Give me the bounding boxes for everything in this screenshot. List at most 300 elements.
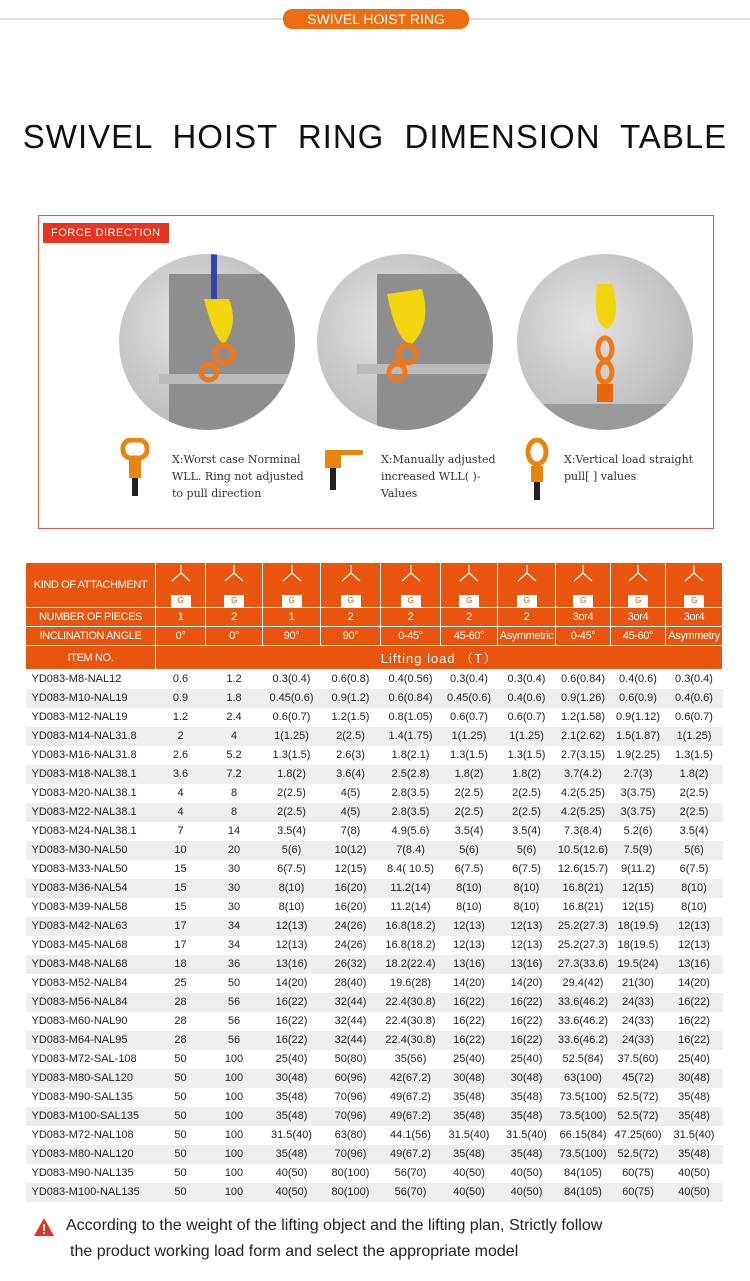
load-cell: 2(2.5) [441,803,498,822]
load-cell: 66.15(84) [559,1129,607,1141]
attachment-diagram [441,563,498,608]
load-cell: 84(105) [556,1183,611,1202]
load-cell: 3.5(4) [454,825,484,837]
angle-cell: 90° [321,627,381,646]
item-header-row [26,646,723,670]
lifting-load-label: Lifting load （T） [156,646,723,670]
load-cell: 52.5(72) [617,1091,659,1103]
load-cell: 40(50) [275,1167,308,1179]
load-cell: 100 [224,1167,244,1179]
attachment-diagram [263,563,321,608]
load-cell: 32(44) [321,1031,381,1050]
angle-cell: Asymmetric [498,627,556,646]
load-cell: 47.25(60) [614,1129,662,1141]
load-cell: 5(6) [441,841,498,860]
pieces-cell: 2 [441,608,498,627]
load-cell: 10 [156,841,206,860]
sling-diagram-icon [452,563,486,595]
load-cell: 50 [156,1069,206,1088]
load-cell: 34 [227,939,241,951]
load-cell: 0.9(1.26) [556,689,611,708]
load-cell: 16(22) [275,1015,308,1027]
sling-diagram-icon [334,563,368,595]
load-cell: 50(80) [334,1053,367,1065]
angle-cell: 0° [206,627,263,646]
load-cell: 1(1.25) [666,727,723,746]
load-cell: 50 [174,1091,187,1103]
load-g-label: G [401,595,421,607]
load-cell: 0.3(0.4) [272,673,311,686]
section-banner: SWIVEL HOIST RING [283,9,469,29]
load-cell: 7(8) [340,825,361,837]
load-cell: 1.4(1.75) [381,727,441,746]
load-cell: 25.2(27.3) [556,917,611,936]
load-cell: 30(48) [498,1069,556,1088]
attachment-diagram [321,563,381,608]
load-cell: 16(22) [498,993,556,1012]
item-no-cell: YD083-M42-NAL63 [26,917,156,936]
load-cell: 1.8(2) [498,765,556,784]
table-row [26,1050,723,1069]
load-cell: 3.5(4) [679,825,709,837]
load-cell: 30 [206,879,263,898]
load-cell: 12.6(15.7) [557,863,609,875]
load-cell: 100 [224,1129,244,1141]
load-cell: 6(7.5) [277,863,306,875]
load-cell: 0.6(0.7) [675,711,713,723]
table-row [26,708,723,727]
load-cell: 40(50) [678,1167,710,1179]
item-no-cell: YD083-M72-NAL108 [31,1129,134,1141]
load-cell: 12(13) [453,939,485,951]
load-cell: 50 [156,1183,206,1202]
load-cell: 13(16) [263,955,321,974]
load-g-label: G [517,595,537,607]
angle-cell: 45-60° [441,627,498,646]
load-cell: 60(75) [611,1183,666,1202]
load-cell: 28 [156,1031,206,1050]
load-cell: 28 [174,1015,187,1027]
attachment-diagram [156,563,206,608]
load-cell: 35(48) [263,1107,321,1126]
load-cell: 45(72) [611,1069,666,1088]
load-cell: 13(16) [498,955,556,974]
load-cell: 0.3(0.4) [450,673,488,686]
load-cell: 13(16) [441,955,498,974]
load-cell: 10(12) [321,841,381,860]
load-cell: 0.3(0.4) [675,673,713,686]
load-cell: 50 [174,1167,187,1179]
load-cell: 4.9(5.6) [391,825,430,837]
load-cell: 63(80) [334,1129,367,1141]
load-cell: 2.8(3.5) [391,787,430,799]
item-no-cell: YD083-M60-NAL90 [31,1015,128,1027]
load-cell: 3.5(4) [512,825,541,837]
load-cell: 2.6(3) [336,749,365,761]
angle-cell: 0-45° [556,627,611,646]
load-cell: 16(22) [510,1015,543,1027]
load-cell: 33.6(46.2) [556,1031,611,1050]
load-cell: 35(56) [394,1053,427,1065]
load-cell: 0.6(0.7) [450,711,488,723]
angle-label: INCLINATION ANGLE [26,627,156,646]
load-cell: 1.3(1.5) [507,749,546,761]
load-cell: 5(6) [666,841,723,860]
load-cell: 0.4(0.6) [498,689,556,708]
load-cell: 40(50) [441,1183,498,1202]
item-no-cell: YD083-M80-SAL120 [26,1069,156,1088]
load-cell: 10.5(12.6) [556,841,611,860]
load-cell: 2.1(2.62) [556,727,611,746]
item-no-cell: YD083-M20-NAL38.1 [31,787,137,799]
load-cell: 50 [156,1145,206,1164]
table-row [26,1183,723,1202]
load-cell: 0.4(0.56) [388,673,433,686]
load-cell: 35(48) [263,1145,321,1164]
load-cell: 8 [206,803,263,822]
swivel-ring-icon [117,438,153,498]
load-cell: 5.2(6) [623,825,653,837]
pieces-cell: 2 [206,608,263,627]
load-cell: 5.2 [226,749,242,761]
load-cell: 52.5(72) [611,1107,666,1126]
item-no-cell: YD083-M64-NAL95 [26,1031,156,1050]
load-cell: 2(2.5) [679,787,709,799]
load-cell: 22.4(30.8) [385,1015,436,1027]
load-cell: 16(22) [441,993,498,1012]
table-row [26,1012,723,1031]
load-cell: 15 [174,863,187,875]
load-cell: 80(100) [321,1183,381,1202]
sling-diagram-icon [510,563,544,595]
load-cell: 11.2(14) [381,879,441,898]
load-cell: 70(96) [334,1091,367,1103]
load-cell: 35(48) [498,1107,556,1126]
load-cell: 18 [156,955,206,974]
load-cell: 32(44) [334,1015,367,1027]
load-cell: 20 [206,841,263,860]
load-cell: 24(26) [321,917,381,936]
item-no-cell: YD083-M12-NAL19 [31,711,128,723]
attachment-diagram [498,563,556,608]
item-no-cell: YD083-M22-NAL38.1 [26,803,156,822]
load-cell: 49(67.2) [381,1107,441,1126]
load-cell: 18(19.5) [611,917,666,936]
load-cell: 1.8(2) [666,765,723,784]
load-cell: 1.8 [206,689,263,708]
table-row [26,803,723,822]
load-cell: 73.5(100) [556,1107,611,1126]
load-cell: 0.6(0.84) [560,673,606,686]
load-cell: 50 [174,1129,187,1141]
load-cell: 12(15) [622,901,654,913]
item-no-cell: YD083-M14-NAL31.8 [26,727,156,746]
table-row [26,841,723,860]
load-cell: 0.4(0.6) [619,673,657,686]
load-cell: 6(7.5) [454,863,484,875]
load-cell: 50 [156,1107,206,1126]
load-cell: 100 [206,1145,263,1164]
pieces-cell: 2 [381,608,441,627]
sling-diagram-icon [164,563,198,595]
load-cell: 49(67.2) [381,1145,441,1164]
load-cell: 0.6(0.9) [611,689,666,708]
caption-worst-case: X:Worst case Norminal WLL. Ring not adjusted to pull direction [172,453,304,500]
hoist-ring-photo-worst-case [119,254,295,430]
load-cell: 2(2.5) [512,787,541,799]
load-cell: 25(40) [678,1053,710,1065]
load-g-label: G [459,595,479,607]
item-no-cell: YD083-M36-NAL54 [26,879,156,898]
angle-cell: 90° [263,627,321,646]
load-cell: 8(10) [666,879,723,898]
pieces-cell: 3or4 [666,608,723,627]
load-cell: 4 [156,803,206,822]
note-line-2: the product working load form and select the appropriate model [70,1243,519,1260]
warning-note [33,1213,733,1265]
pieces-cell: 1 [263,608,321,627]
force-direction-tag: FORCE DIRECTION [43,223,169,243]
load-cell: 8(10) [498,879,556,898]
load-cell: 1(1.25) [441,727,498,746]
load-cell: 11.2(14) [390,901,431,913]
table-row [26,689,723,708]
table-row [26,993,723,1012]
load-g-label: G [224,595,244,607]
load-cell: 1.9(2.25) [615,749,661,761]
table-row [26,670,723,689]
load-cell: 19.6(28) [390,977,431,989]
load-cell: 16(20) [334,901,367,913]
load-cell: 0.6(0.7) [507,711,546,723]
load-cell: 12(13) [510,939,543,951]
load-cell: 16.8(18.2) [385,939,436,951]
swivel-ring-vertical-icon [522,438,552,502]
table-row [26,936,723,955]
load-cell: 1(1.25) [498,727,556,746]
load-cell: 25(40) [510,1053,543,1065]
item-no-cell: YD083-M80-NAL120 [26,1145,156,1164]
load-cell: 100 [224,1053,244,1065]
item-no-cell: YD083-M10-NAL19 [26,689,156,708]
load-g-label: G [573,595,593,607]
load-cell: 73.5(100) [556,1145,611,1164]
warning-icon [33,1217,55,1237]
load-cell: 33.6(46.2) [556,993,611,1012]
load-cell: 1(1.25) [263,727,321,746]
load-cell: 33.6(46.2) [557,1015,609,1027]
load-g-label: G [684,595,704,607]
load-cell: 2.4 [226,711,242,723]
sling-diagram-icon [275,563,309,595]
load-cell: 52.5(72) [611,1145,666,1164]
load-cell: 2(2.5) [454,787,484,799]
load-cell: 84(105) [564,1167,602,1179]
item-no-cell: YD083-M72-SAL-108 [31,1053,137,1065]
load-cell: 30 [227,901,241,913]
load-cell: 6(7.5) [512,863,541,875]
load-g-label: G [341,595,361,607]
load-cell: 8(10) [263,879,321,898]
load-cell: 12(13) [275,939,308,951]
load-cell: 4(5) [340,787,361,799]
load-cell: 44.1(56) [390,1129,431,1141]
table-row [26,917,723,936]
load-cell: 0.4(0.6) [666,689,723,708]
caption-vertical: X:Vertical load straight pull[ ] values [564,453,694,483]
load-cell: 1.2 [226,673,242,686]
load-cell: 16.8(21) [556,879,611,898]
load-cell: 31.5(40) [506,1129,547,1141]
item-no-cell: YD083-M45-NAL68 [31,939,128,951]
load-cell: 22.4(30.8) [381,993,441,1012]
load-cell: 0.9(1.2) [321,689,381,708]
load-cell: 4 [206,727,263,746]
load-cell: 25(40) [453,1053,485,1065]
load-cell: 8 [230,787,238,799]
load-cell: 0.6(0.8) [331,673,370,686]
angle-cell: Asymmetry [666,627,723,646]
load-cell: 16(22) [678,1015,710,1027]
load-cell: 30 [227,863,241,875]
caption-adjusted: X:Manually adjusted increased WLL( )- Values [381,453,496,500]
load-cell: 4(5) [321,803,381,822]
load-cell: 1.5(1.87) [611,727,666,746]
load-cell: 17 [156,917,206,936]
load-cell: 40(50) [453,1167,485,1179]
table-row [26,1031,723,1050]
item-no-cell: YD083-M90-SAL135 [31,1091,134,1103]
load-cell: 2(2.5) [263,803,321,822]
load-cell: 70(96) [321,1107,381,1126]
load-cell: 4 [177,787,184,799]
pieces-cell: 3or4 [611,608,666,627]
hoist-ring-photo-adjusted [317,254,493,430]
swivel-ring-adjusted-icon [319,438,369,498]
table-row [26,1126,723,1145]
sling-diagram-icon [217,563,251,595]
load-cell: 7.2 [206,765,263,784]
load-cell: 19.5(24) [611,955,666,974]
load-cell: 1.8(2) [441,765,498,784]
load-cell: 100 [206,1069,263,1088]
load-cell: 70(96) [321,1145,381,1164]
load-cell: 7.5(9) [611,841,666,860]
load-cell: 21(30) [622,977,654,989]
load-cell: 25(40) [275,1053,308,1065]
load-cell: 4.2(5.25) [560,787,606,799]
load-cell: 30(48) [263,1069,321,1088]
load-cell: 28 [156,993,206,1012]
load-cell: 73.5(100) [559,1091,607,1103]
load-cell: 14(20) [275,977,308,989]
load-cell: 16(20) [321,879,381,898]
pieces-cell: 2 [321,608,381,627]
load-cell: 5(6) [263,841,321,860]
attachment-diagram [556,563,611,608]
load-cell: 14 [227,825,241,837]
load-cell: 35(48) [510,1091,543,1103]
load-cell: 14(20) [453,977,485,989]
load-cell: 26(32) [321,955,381,974]
load-cell: 12(13) [666,917,723,936]
item-no-cell: YD083-M16-NAL31.8 [31,749,137,761]
load-cell: 12(13) [263,917,321,936]
load-cell: 42(67.2) [381,1069,441,1088]
load-cell: 7 [177,825,184,837]
load-cell: 35(48) [498,1145,556,1164]
item-no-cell: YD083-M24-NAL38.1 [31,825,137,837]
attachment-diagram [611,563,666,608]
table-row [26,974,723,993]
load-cell: 35(48) [666,1145,723,1164]
item-no-label: ITEM NO. [26,646,156,670]
load-cell: 2(2.5) [498,803,556,822]
item-no-cell: YD083-M33-NAL50 [31,863,128,875]
load-cell: 1.2(1.58) [560,711,606,723]
load-cell: 14(20) [678,977,710,989]
load-cell: 100 [206,1107,263,1126]
load-cell: 24(33) [622,1015,654,1027]
load-cell: 8(10) [513,901,540,913]
load-cell: 1.3(1.5) [675,749,713,761]
load-cell: 35(48) [275,1091,308,1103]
pieces-cell: 1 [156,608,206,627]
load-cell: 2(2.5) [277,787,306,799]
load-cell: 30(48) [666,1069,723,1088]
sling-diagram-icon [566,563,600,595]
load-cell: 3(3.75) [620,787,656,799]
table-row [26,784,723,803]
table-row [26,765,723,784]
sling-diagram-icon [677,563,711,595]
angle-cell: 45-60° [611,627,666,646]
load-cell: 0.45(0.6) [263,689,321,708]
table-row [26,727,723,746]
table-row [26,860,723,879]
table-row [26,898,723,917]
load-cell: 6(7.5) [679,863,709,875]
load-cell: 63(100) [556,1069,611,1088]
load-cell: 8.4( 10.5) [386,863,435,875]
load-cell: 56 [206,993,263,1012]
load-cell: 0.6(0.84) [381,689,441,708]
item-no-cell: YD083-M90-NAL135 [31,1167,134,1179]
load-cell: 16(22) [441,1031,498,1050]
load-cell: 50 [174,1053,187,1065]
load-cell: 15 [156,879,206,898]
attachment-diagram [206,563,263,608]
item-no-cell: YD083-M8-NAL12 [31,673,122,686]
load-cell: 1.8(2.1) [391,749,430,761]
table-row [26,1107,723,1126]
load-cell: 100 [206,1183,263,1202]
item-no-cell: YD083-M100-SAL135 [26,1107,156,1126]
table-row [26,1164,723,1183]
load-cell: 9(11.2) [620,863,656,875]
attachment-diagram [666,563,723,608]
load-cell: 3.7(4.2) [556,765,611,784]
attachment-diagram [381,563,441,608]
load-cell: 31.5(40) [673,1129,715,1141]
load-cell: 8(10) [456,901,482,913]
load-cell: 16.8(18.2) [381,917,441,936]
load-cell: 36 [206,955,263,974]
load-cell: 0.45(0.6) [441,689,498,708]
table-row [26,746,723,765]
load-cell: 40(50) [498,1183,556,1202]
load-cell: 12(13) [441,917,498,936]
